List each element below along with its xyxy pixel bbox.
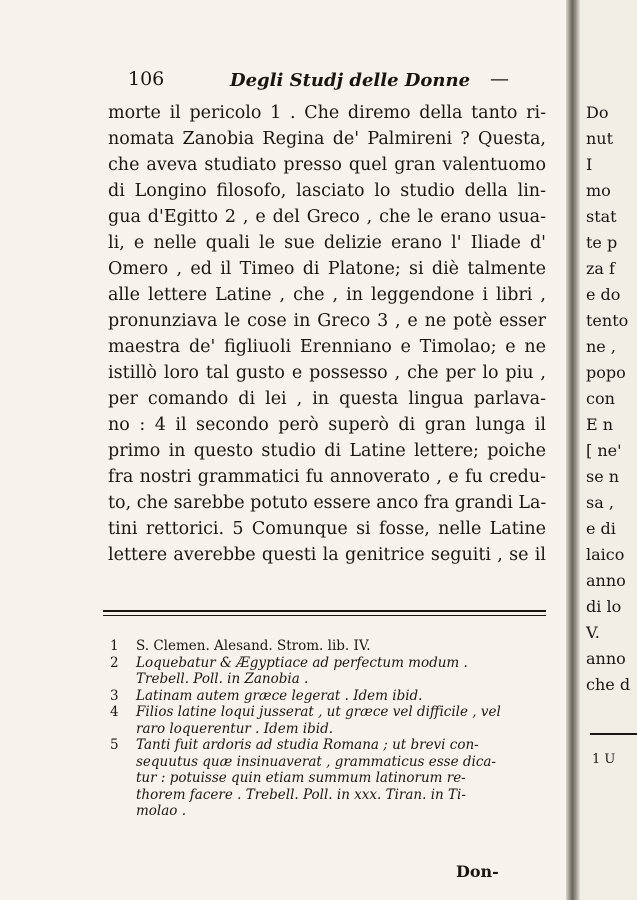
body-line: gua d'Egitto 2 , e del Greco , che le erano usua-: [108, 207, 546, 227]
facing-line: di lo: [586, 597, 622, 616]
facing-line: nut: [586, 129, 614, 148]
footnote-mark: 3: [110, 687, 119, 704]
catchword: Don-: [456, 862, 499, 881]
facing-footnote: 1 U: [592, 752, 616, 767]
book-gutter: [566, 0, 580, 900]
footnote-line: sequutus quæ insinuaverat , grammaticus esse dica-: [136, 753, 496, 770]
facing-line: I: [586, 155, 593, 174]
facing-line: e do: [586, 285, 621, 304]
footnote-mark: 5: [110, 737, 119, 753]
body-line: di Longino filosofo, lasciato lo studio della lin-: [108, 181, 546, 201]
footnote-text: [136, 737, 530, 820]
facing-line: E n: [586, 415, 614, 434]
facing-line: e di: [586, 519, 616, 538]
body-text: [108, 100, 546, 568]
running-header: [120, 68, 550, 96]
facing-line: popo: [586, 363, 626, 382]
footnote: [110, 688, 530, 705]
footnote-line: S. Clemen. Alesand. Strom. lib. IV.: [136, 638, 371, 654]
footnote-text: [136, 638, 530, 655]
facing-line: che d: [586, 675, 631, 694]
facing-line: anno: [586, 571, 626, 590]
facing-line: tento: [586, 311, 629, 330]
footnote-line: molao .: [136, 803, 187, 819]
body-line: maestra de' figliuoli Erenniano e Timolao; e ne: [108, 337, 546, 357]
body-line: tini rettorici. 5 Comunque si fosse, nelle Latine: [108, 519, 546, 539]
footnote: [110, 638, 530, 655]
footnote-text: [136, 688, 530, 705]
footnote-line: Latinam autem græce legerat . Idem ibid.: [136, 687, 423, 704]
footnote: [110, 655, 530, 688]
body-line: istillò loro tal gusto e possesso , che per lo piu ,: [108, 363, 546, 383]
footnote-line: raro loquerentur . Idem ibid.: [136, 720, 333, 737]
facing-line: stat: [586, 207, 617, 226]
facing-line: V.: [586, 623, 600, 642]
page-number: 106: [128, 68, 165, 90]
footnote-line: Trebell. Poll. in Zanobia .: [136, 671, 309, 687]
body-line: Omero , ed il Timeo di Platone; si diè talmente: [108, 259, 546, 279]
footnote: [110, 704, 530, 737]
body-line: nomata Zanobia Regina de' Palmireni ? Questa,: [108, 129, 546, 149]
footnote: [110, 737, 530, 820]
footnotes: [110, 638, 530, 820]
facing-line: za f: [586, 259, 615, 278]
body-line: primo in questo studio di Latine lettere; poiche: [108, 441, 546, 461]
footnote-line: Tanti fuit ardoris ad studia Romana ; ut brevi con-: [136, 737, 479, 753]
body-line: alle lettere Latine , che , in leggendone i libri ,: [108, 285, 546, 305]
body-line: to, che sarebbe potuto essere anco fra grandi La-: [108, 493, 546, 513]
footnote-rule: [103, 610, 546, 616]
body-line: per comando di lei , in questa lingua parlava-: [108, 389, 546, 409]
body-line: che aveva studiato presso quel gran valentuomo: [108, 155, 546, 175]
footnote-text: [136, 704, 530, 737]
facing-line: se n: [586, 467, 620, 486]
facing-line: anno: [586, 649, 626, 668]
footnote-line: Filios latine loqui jusserat , ut græce vel difficile , vel: [136, 704, 501, 720]
facing-line: mo: [586, 181, 611, 200]
body-line: li, e nelle quali le sue delizie erano l' Iliade d': [108, 233, 546, 253]
footnote-line: thorem facere . Trebell. Poll. in xxx. Tiran. in Ti-: [136, 786, 466, 803]
footnote-mark: 2: [110, 654, 119, 671]
footnote-line: tur : potuisse quin etiam summum latinorum re-: [136, 770, 466, 786]
facing-line: sa ,: [586, 493, 614, 512]
facing-line: laico: [586, 545, 625, 564]
header-mark: —: [490, 68, 509, 90]
facing-line: ne ,: [586, 337, 616, 356]
footnote-mark: 1: [110, 638, 119, 654]
body-line: fra nostri grammatici fu annoverato , e fu credu-: [108, 467, 546, 487]
footnote-line: Loquebatur & Ægyptiace ad perfectum modum .: [136, 654, 468, 671]
running-title: Degli Studj delle Donne: [230, 70, 471, 91]
body-line: no : 4 il secondo però superò di gran lunga il: [108, 415, 546, 435]
facing-line: [ ne': [586, 441, 622, 460]
body-line: lettere averebbe questi la genitrice seguiti , se il: [108, 545, 546, 565]
body-line: morte il pericolo 1 . Che diremo della tanto ri-: [108, 103, 546, 123]
footnote-text: [136, 655, 530, 688]
footnote-mark: 4: [110, 704, 119, 720]
facing-line: con: [586, 389, 615, 408]
facing-footnote-rule: [590, 733, 637, 735]
facing-line: te p: [586, 233, 618, 252]
facing-line: Do: [586, 103, 609, 122]
body-line: pronunziava le cose in Greco 3 , e ne potè esser: [108, 311, 546, 331]
